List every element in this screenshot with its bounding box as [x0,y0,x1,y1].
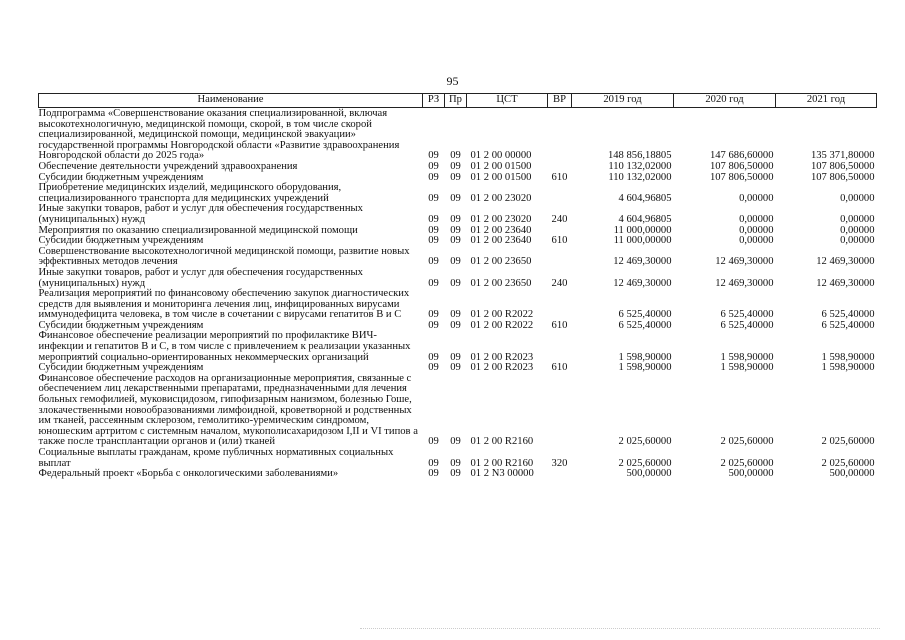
cell-rz: 09 [428,150,439,162]
cell-rz: 09 [428,309,439,321]
cell-pr: 09 [450,213,461,225]
cell-y2019: 6 525,40000 [618,319,672,331]
cell-y2021: 6 525,40000 [821,309,875,321]
cell-pr: 09 [450,150,461,162]
cell-cst: 01 2 00 R2022 [470,319,534,331]
page-number: 95 [446,74,459,88]
cell-cst: 01 2 00 R2022 [470,309,534,321]
cell-y2020: 12 469,30000 [715,256,774,268]
cell-name: Иные закупки товаров, работ и услуг для обеспечения государственных (муниципальных) нужд [38,203,363,225]
cell-y2020: 6 525,40000 [720,309,774,321]
cell-cst: 01 2 00 23640 [470,224,532,236]
cell-rz: 09 [428,362,439,374]
cell-cst: 01 2 00 R2160 [470,457,534,469]
cell-y2019: 4 604,96805 [618,192,672,204]
cell-cst: 01 2 00 01500 [470,160,532,172]
cell-vr [548,183,572,204]
cell-cst: 01 2 00 R2023 [470,362,534,374]
table-row [39,469,877,480]
col-header-2019: 2019 год [572,94,674,108]
cell-y2020: 6 525,40000 [720,319,774,331]
cell-y2021: 2 025,60000 [821,436,875,448]
cell-y2020: 0,00000 [739,224,774,236]
table-row [39,183,877,204]
cell-name: Иные закупки товаров, работ и услуг для обеспечения государственных (муниципальных) нужд [38,266,363,289]
cell-vr [548,374,572,448]
table-row [39,162,877,173]
table-row [39,108,877,162]
cell-name: Совершенствование высокотехнологичной медицинской помощи, развитие новых эффективных методов лечения [38,245,410,268]
cell-name: Реализация мероприятий по финансовому обеспечению закупок диагностических средств для выявления и мониторинга лечения лиц, инфицированных вирусами иммунодефицита человека, в том числе в сочетании с вирусами гепатитов В и С [38,288,410,321]
cell-vr: 610 [551,362,568,374]
cell-cst: 01 2 00 23640 [470,235,532,247]
cell-vr [548,331,572,363]
cell-y2020: 1 598,90000 [720,362,774,374]
cell-name: Финансовое обеспечение реализации мероприятий по профилактике ВИЧ-инфекции и гепатитов В и С, в том числе с привлечением к реализации указанных мероприятий социально-ориентированных некоммерческих организаций [38,330,411,363]
cell-pr: 09 [450,436,461,448]
cell-vr: 240 [551,213,568,225]
cell-pr: 09 [450,160,461,172]
cell-vr [548,289,572,321]
cell-name: Субсидии бюджетным учреждениям [38,235,204,247]
cell-y2019: 12 469,30000 [613,277,672,289]
table-row [39,289,877,321]
cell-cst: 01 2 00 00000 [470,150,532,162]
cell-rz: 09 [428,256,439,268]
cell-name: Обеспечение деятельности учреждений здравоохранения [38,160,298,172]
cell-y2020: 107 806,50000 [709,160,774,172]
col-header-vr: ВР [548,94,572,108]
cell-pr: 09 [450,362,461,374]
cell-vr: 610 [551,171,568,183]
cell-pr: 09 [450,235,461,247]
cell-y2019: 2 025,60000 [618,457,672,469]
cell-y2019: 1 598,90000 [618,351,672,363]
cell-y2019: 2 025,60000 [618,436,672,448]
cell-rz: 09 [428,468,439,480]
cell-rz: 09 [428,235,439,247]
cell-rz: 09 [428,319,439,331]
col-header-name: Наименование [39,94,423,108]
cell-pr: 09 [450,171,461,183]
cell-y2021: 2 025,60000 [821,457,875,469]
cell-cst: 01 2 00 R2160 [470,436,534,448]
cell-y2019: 110 132,02000 [608,171,672,183]
cell-y2021: 1 598,90000 [821,351,875,363]
cell-name: Приобретение медицинских изделий, медицинского оборудования, специализированного транспорта для медицинских учреждений [38,182,342,204]
cell-y2020: 500,00000 [728,468,774,480]
cell-y2020: 147 686,60000 [709,150,774,162]
table-row [39,331,877,363]
cell-cst: 01 2 00 23650 [470,256,532,268]
col-header-rz: РЗ [423,94,445,108]
col-header-cst: ЦСТ [467,94,548,108]
cell-y2021: 0,00000 [840,213,875,225]
col-header-2020: 2020 год [674,94,776,108]
table-header [39,94,877,108]
cell-vr [548,469,572,480]
cell-name: Социальные выплаты гражданам, кроме публичных нормативных социальных выплат [38,447,394,469]
cell-y2019: 110 132,02000 [608,160,672,172]
cell-y2019: 4 604,96805 [618,213,672,225]
cell-y2019: 1 598,90000 [618,362,672,374]
cell-y2019: 12 469,30000 [613,256,672,268]
cell-y2020: 0,00000 [739,213,774,225]
cell-cst: 01 2 00 23020 [470,192,532,204]
scan-noise [360,628,880,633]
cell-cst: 01 2 00 01500 [470,171,532,183]
cell-rz: 09 [428,351,439,363]
cell-cst: 01 2 N3 00000 [470,468,534,480]
cell-rz: 09 [428,213,439,225]
cell-name: Федеральный проект «Борьба с онкологическими заболеваниями» [38,468,339,480]
cell-cst: 01 2 00 R2023 [470,351,534,363]
cell-pr: 09 [450,468,461,480]
cell-y2019: 11 000,00000 [613,235,672,247]
cell-y2020: 2 025,60000 [720,457,774,469]
table-row [39,247,877,268]
cell-y2021: 6 525,40000 [821,319,875,331]
cell-y2020: 107 806,50000 [709,171,774,183]
cell-rz: 09 [428,436,439,448]
cell-pr: 09 [450,277,461,289]
table-row [39,374,877,448]
cell-pr: 09 [450,224,461,236]
cell-name: Субсидии бюджетным учреждениям [38,171,204,183]
cell-y2019: 500,00000 [626,468,672,480]
table-row [39,268,877,289]
cell-vr: 240 [551,277,568,289]
cell-y2021: 12 469,30000 [816,256,875,268]
cell-y2020: 1 598,90000 [720,351,774,363]
cell-y2019: 6 525,40000 [618,309,672,321]
cell-y2020: 0,00000 [739,192,774,204]
table-row [39,204,877,225]
cell-name: Финансовое обеспечение расходов на организационные мероприятия, связанные с обеспечением лиц лекарственными препаратами, предназначенными для лечения больных гемофилией, муковисцидозом, гипофизарным нанизмом, болезнью Гоше, злокачественными новообразованиями лимфоидной, кроветворной и родственных им тканей, рассеянным склерозом, гемолитико-уремическим синдромом, юношеским артритом с системным началом, мукополисахаридозом I,II и VI типов а также после трансплантации органов и (или) тканей [38,372,418,448]
col-header-2021: 2021 год [776,94,877,108]
cell-cst: 01 2 00 23020 [470,213,532,225]
cell-y2020: 0,00000 [739,235,774,247]
cell-rz: 09 [428,171,439,183]
cell-vr: 320 [551,457,568,469]
cell-rz: 09 [428,160,439,172]
cell-name: Подпрограмма «Совершенствование оказания специализированной, включая высокотехнологичную, медицинской помощи, скорой, в том числе скорой специализированной, медицинской помощи, медицинской эвакуации» государственной программы Новгородской области «Развитие здравоохранения Новгородской области до 2025 года» [38,108,400,162]
cell-y2020: 12 469,30000 [715,277,774,289]
cell-y2021: 1 598,90000 [821,362,875,374]
table-row [39,448,877,469]
cell-vr [548,247,572,268]
cell-rz: 09 [428,224,439,236]
cell-pr: 09 [450,256,461,268]
cell-name: Субсидии бюджетным учреждениям [38,319,204,331]
cell-vr: 610 [551,319,568,331]
cell-rz: 09 [428,277,439,289]
cell-name: Мероприятия по оказанию специализированной медицинской помощи [38,224,358,236]
cell-y2021: 0,00000 [840,235,875,247]
cell-y2019: 148 856,18805 [607,150,672,162]
cell-y2019: 11 000,00000 [613,224,672,236]
cell-pr: 09 [450,457,461,469]
cell-y2021: 107 806,50000 [810,171,875,183]
cell-y2021: 135 371,80000 [810,150,875,162]
cell-vr [548,162,572,173]
col-header-pr: Пр [445,94,467,108]
cell-pr: 09 [450,309,461,321]
cell-rz: 09 [428,192,439,204]
cell-y2021: 12 469,30000 [816,277,875,289]
cell-y2021: 107 806,50000 [810,160,875,172]
cell-y2021: 0,00000 [840,224,875,236]
cell-name: Субсидии бюджетным учреждениям [38,362,204,374]
cell-vr: 610 [551,235,568,247]
cell-cst: 01 2 00 23650 [470,277,532,289]
cell-pr: 09 [450,192,461,204]
cell-pr: 09 [450,319,461,331]
budget-table [38,93,877,480]
cell-y2021: 500,00000 [829,468,875,480]
cell-vr [548,108,572,162]
cell-rz: 09 [428,457,439,469]
cell-y2020: 2 025,60000 [720,436,774,448]
cell-y2021: 0,00000 [840,192,875,204]
cell-pr: 09 [450,351,461,363]
table-body [39,108,877,480]
